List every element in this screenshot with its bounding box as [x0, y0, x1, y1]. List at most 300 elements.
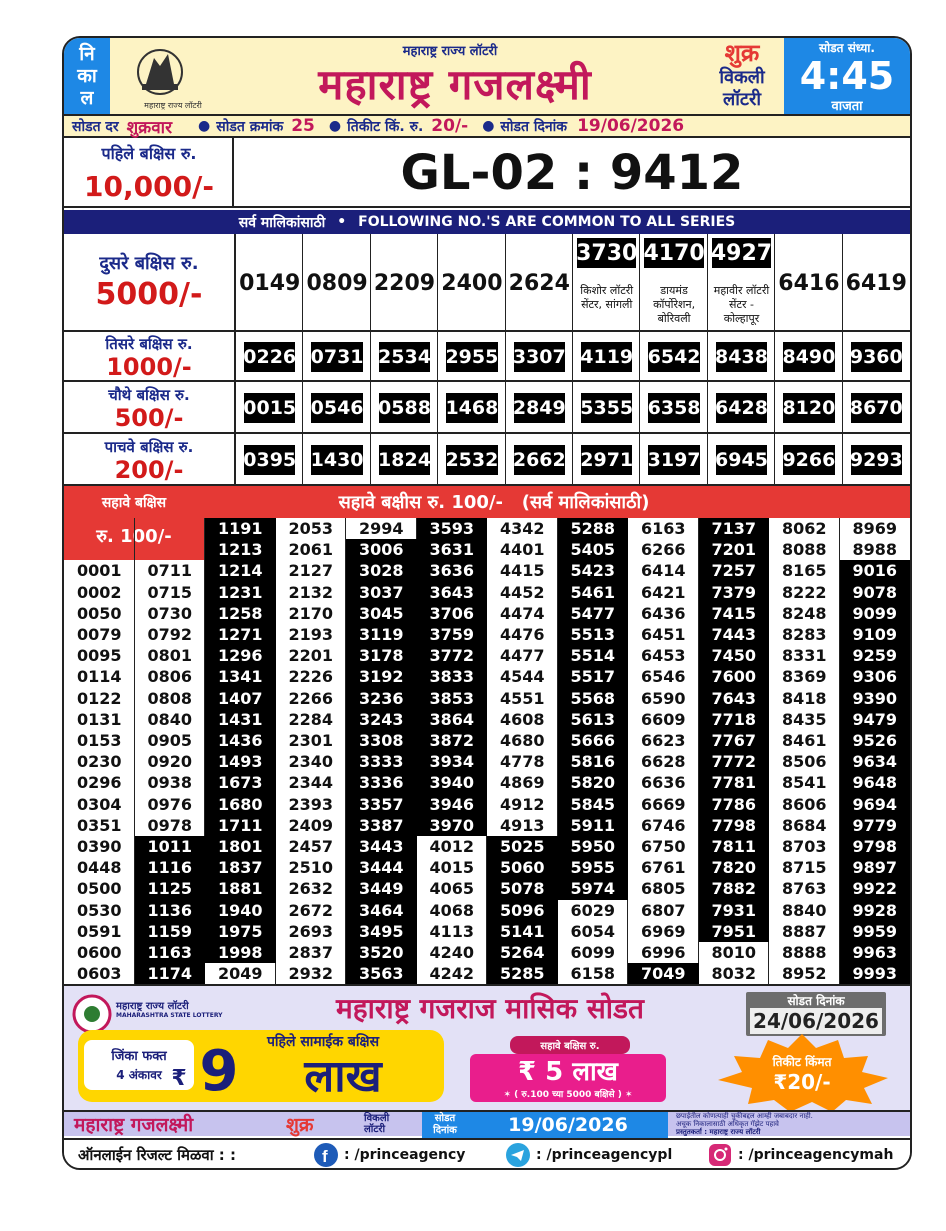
sixth-prize-number: 6158: [570, 964, 616, 984]
sixth-prize-number: 7643: [699, 688, 770, 709]
sixth-prize-number: 0095: [76, 646, 122, 666]
sixth-prize-number: 2510: [288, 858, 334, 878]
prize-number-cell: [303, 234, 370, 332]
sixth-prize-number: 2409: [288, 815, 334, 835]
prize-number: 0546: [311, 393, 362, 423]
instagram-icon[interactable]: [708, 1143, 732, 1167]
seller-name: महावीर लॉटरी सेंटर - कोल्हापूर: [713, 284, 770, 325]
sixth-prize-number: 6750: [640, 837, 686, 857]
sixth-prize-number: 0079: [76, 625, 122, 645]
sixth-prize-number: 8283: [781, 625, 827, 645]
prize-number: 2534: [379, 342, 430, 372]
sixth-prize-number: 6266: [640, 540, 686, 560]
sixth-prize-number: 8506: [781, 752, 827, 772]
sixth-prize-number: 3946: [417, 794, 488, 815]
sixth-prize-number: 3593: [417, 518, 488, 539]
weekly-label: विकली: [719, 67, 765, 88]
prize-number-cell: [303, 332, 370, 382]
sixth-prize-number: 9016: [840, 560, 911, 581]
prize-number: 2209: [373, 270, 436, 296]
time-suffix: वाजता: [831, 98, 863, 114]
prize-number: 6419: [845, 270, 907, 296]
sixth-prize-number: 0715: [147, 582, 193, 602]
sixth-prize-number: 9897: [840, 857, 911, 878]
sixth-prize-number: 7450: [699, 645, 770, 666]
prize-number-cell: [775, 434, 842, 486]
date-label: सोडत दिनांक: [500, 118, 568, 135]
fifth-prize-row: [64, 434, 910, 486]
sixth-prize-number: 6969: [640, 921, 686, 941]
prize-label: दुसरे बक्षिस रु.: [99, 253, 199, 274]
sixth-prize-number: 5613: [558, 709, 629, 730]
prize-range: ✶ ( रु.100 च्या 5000 बक्षिसे ) ✶: [503, 1089, 633, 1100]
nikal-char: का: [77, 65, 97, 87]
sixth-prize-number: 4113: [429, 921, 475, 941]
sixth-prize-number: 7951: [699, 921, 770, 942]
sixth-prize-number: 1975: [205, 921, 276, 942]
prize-number-cell: [775, 234, 842, 332]
sixth-prize-number: 0530: [76, 900, 122, 920]
sixth-prize-number: 5666: [558, 730, 629, 751]
sixth-prize-number: 5955: [558, 857, 629, 878]
lakh-word: लाख: [304, 1051, 382, 1102]
sixth-prize-number: 8888: [781, 943, 827, 963]
sixth-prize-number: 7882: [699, 878, 770, 899]
sixth-prize-number: 0390: [76, 837, 122, 857]
prize-number: 9360: [851, 342, 902, 372]
sixth-prize-number: 1231: [205, 582, 276, 603]
sixth-prize-number: 2301: [288, 731, 334, 751]
second-prize-row: [64, 234, 910, 332]
sixth-prize-number: 8248: [781, 603, 827, 623]
prize-number-cell: [371, 332, 438, 382]
sixth-prize-number: 2284: [288, 709, 334, 729]
facebook-link[interactable]: : /princeagency: [344, 1147, 466, 1163]
sixth-prize-number: 8969: [852, 519, 898, 539]
sixth-prize-number: 5141: [487, 921, 558, 942]
time-label: सोडत संध्या.: [819, 40, 875, 55]
sixth-prize-number: 1271: [205, 624, 276, 645]
prize-number-cell: [438, 234, 505, 332]
sixth-prize-number: 9634: [840, 751, 911, 772]
sixth-prize-number: 6746: [640, 815, 686, 835]
sixth-prize-number: 3864: [417, 709, 488, 730]
sixth-prize-number: 0711: [147, 561, 193, 581]
prize-number-cell: [640, 332, 707, 382]
sixth-prize-number: 8684: [781, 815, 827, 835]
sixth-prize-number: 3563: [346, 963, 417, 984]
sixth-prize-number: 8418: [781, 688, 827, 708]
sixth-prize-number: 8010: [711, 943, 757, 963]
sixth-prize-number: 8541: [781, 773, 827, 793]
sixth-prize-number: 4342: [499, 519, 545, 539]
sixth-prize-number: 9648: [840, 772, 911, 793]
sixth-prize-number: 8032: [711, 964, 757, 984]
sixth-prize-number: 5816: [558, 751, 629, 772]
sixth-prize-number: 4778: [499, 752, 545, 772]
sixth-prize-number: 2049: [217, 964, 263, 984]
prize-number-cell: [843, 234, 910, 332]
gajraj-date: 24/06/2026: [750, 1008, 882, 1034]
sixth-prize-number: 9694: [840, 794, 911, 815]
sixth-prize-number: 5513: [558, 624, 629, 645]
prize-number: 3730: [577, 238, 636, 268]
prize-number-cell: [506, 382, 573, 434]
common-banner-left: सर्व मालिकांसाठी: [238, 214, 326, 231]
prize-number: 4119: [581, 342, 632, 372]
sixth-prize-column: [840, 518, 911, 984]
draw-time-box: [784, 38, 910, 114]
sixth-prize-number: 3443: [346, 836, 417, 857]
sixth-prize-number: 5477: [558, 603, 629, 624]
sixth-prize-number: 1436: [205, 730, 276, 751]
sixth-prize-column: [64, 518, 135, 984]
prize-number: 5355: [581, 393, 632, 423]
sixth-prize-number: 6421: [640, 582, 686, 602]
sixth-prize-number: 1174: [135, 963, 206, 984]
prize-number: 0809: [306, 270, 368, 296]
sixth-prize-number: 2127: [288, 561, 334, 581]
sixth-prize-number: 4474: [499, 603, 545, 623]
sixth-prize-number: 4452: [499, 582, 545, 602]
footer-draw-2: दिनांक: [433, 1125, 457, 1136]
prize-number-cell: [843, 434, 910, 486]
sixth-prize-number: 3940: [417, 772, 488, 793]
prize-number: 3307: [514, 342, 565, 372]
sixth-prize-number: 0448: [76, 858, 122, 878]
sixth-prize-number: 7767: [699, 730, 770, 751]
sixth-prize-number: 0603: [76, 964, 122, 984]
sixth-prize-number: 9779: [840, 815, 911, 836]
prize-number: 3197: [648, 445, 699, 475]
sixth-prize-number: 1213: [205, 539, 276, 560]
sixth-prize-number: 1673: [205, 772, 276, 793]
prize-number: 2955: [446, 342, 497, 372]
draw-day: शुक्रवार: [126, 117, 173, 138]
sixth-prize-number: 1214: [205, 560, 276, 581]
first-prize-label: पहिले बक्षिस रु.: [101, 144, 197, 163]
sixth-prize-number: 1136: [135, 900, 206, 921]
gajraj-org-en: MAHARASHTRA STATE LOTTERY: [116, 1012, 223, 1019]
prize-label-cell: [64, 234, 236, 332]
prize-number: 0226: [244, 342, 295, 372]
sixth-prize-number: 8703: [781, 837, 827, 857]
prize-number: 6428: [716, 393, 767, 423]
sixth-prize-number: 6029: [570, 900, 616, 920]
sixth-prize-number: 0002: [76, 582, 122, 602]
sixth-prize-number: 1431: [205, 709, 276, 730]
sixth-prize-number: 6546: [640, 667, 686, 687]
gajraj-sixth-label: सहावे बक्षिस रु.: [510, 1036, 630, 1054]
sixth-prize-number: 2053: [288, 519, 334, 539]
gajraj-date-box: [746, 992, 886, 1036]
sixth-prize-number: 6807: [640, 900, 686, 920]
prize-number-cell: [843, 332, 910, 382]
sixth-prize-number: 3872: [417, 730, 488, 751]
sixth-prize-number: 5285: [487, 963, 558, 984]
sixth-prize-number: 7201: [699, 539, 770, 560]
sixth-prize-number: 1011: [135, 836, 206, 857]
sixth-prize-number: 2266: [288, 688, 334, 708]
sixth-prize-number: 5423: [558, 560, 629, 581]
sixth-prize-number: 8369: [781, 667, 827, 687]
sixth-prize-number: 5264: [487, 942, 558, 963]
sixth-prize-number: 7820: [699, 857, 770, 878]
prize-number-cell: [843, 382, 910, 434]
sixth-prize-number: 6623: [640, 731, 686, 751]
sixth-prize-number: 1125: [135, 878, 206, 899]
fourth-prize-row: [64, 382, 910, 434]
sixth-prize-number: 8887: [781, 921, 827, 941]
sixth-prize-number: 1159: [135, 921, 206, 942]
sixth-prize-number: 6805: [640, 879, 686, 899]
sixth-prize-number: 5288: [558, 518, 629, 539]
sixth-prize-number: 6453: [640, 646, 686, 666]
footer-draw-1: सोडत: [434, 1113, 456, 1124]
sixth-prize-number: 9306: [840, 666, 911, 687]
sixth-prize-number: 7379: [699, 582, 770, 603]
sixth-prize-number: 8952: [781, 964, 827, 984]
prize-number-cell: [438, 382, 505, 434]
sixth-prize-number: 8165: [781, 561, 827, 581]
telegram-icon[interactable]: [506, 1143, 530, 1167]
sixth-prize-number: 0296: [76, 773, 122, 793]
sixth-prize-number: 5845: [558, 794, 629, 815]
prize-number: 2849: [514, 393, 565, 423]
sixth-prize-number: 1258: [205, 603, 276, 624]
sixth-prize-number: 0001: [76, 561, 122, 581]
sixth-prize-number: 5517: [558, 666, 629, 687]
prize-number: 2400: [441, 270, 503, 296]
sixth-prize-number: 6436: [640, 603, 686, 623]
sixth-prize-number: 9099: [840, 603, 911, 624]
sixth-prize-number: 4869: [499, 773, 545, 793]
footer-weekly-1: विकली: [364, 1113, 390, 1124]
common-banner-right: FOLLOWING NO.'S ARE COMMON TO ALL SERIES: [358, 214, 736, 230]
sixth-prize-number: 9798: [840, 836, 911, 857]
sixth-prize-number: 3119: [346, 624, 417, 645]
lottery-title: महाराष्ट्र गजलक्ष्मी: [318, 59, 592, 109]
sixth-prize-number: 2170: [288, 603, 334, 623]
sixth-prize-number: 3243: [346, 709, 417, 730]
sixth-prize-number: 9993: [840, 963, 911, 984]
gajraj-banner: [64, 984, 910, 1110]
sixth-prize-number: 3308: [346, 730, 417, 751]
sixth-prize-number: 5096: [487, 900, 558, 921]
sixth-prize-number: 4551: [499, 688, 545, 708]
sixth-prize-number: 9109: [840, 624, 911, 645]
gajraj-title: महाराष्ट्र गजराज मासिक सोडत: [336, 992, 644, 1025]
footer-date: 19/06/2026: [468, 1112, 668, 1138]
instagram-link[interactable]: : /princeagencymah: [738, 1147, 894, 1163]
nikal-char: ल: [80, 87, 94, 109]
prize-number-cell: [573, 332, 640, 382]
sixth-prize-number: 4608: [499, 709, 545, 729]
sixth-prize-number: 5078: [487, 878, 558, 899]
sixth-prize-number: 3192: [346, 666, 417, 687]
info-bar: सोडत दर शुक्रवार ● सोडत क्रमांक 25 ● तिकीट किं. रु. 20/- ● सोडत दिनांक 19/06/2026: [64, 114, 910, 138]
prize-number-cell: [640, 234, 707, 332]
prize-number-cell: [775, 332, 842, 382]
prize-number: 9293: [851, 445, 902, 475]
prize-number-cell: [506, 434, 573, 486]
sixth-prize-column: [769, 518, 840, 984]
svg-text:f: f: [322, 1147, 328, 1166]
sixth-prize-number: 0978: [147, 815, 193, 835]
prize-amount: 500/-: [114, 404, 184, 432]
prize-number: 4927: [712, 238, 771, 268]
draw-day-label: सोडत दर: [72, 118, 119, 135]
sixth-prize-number: 3631: [417, 539, 488, 560]
sixth-prize-number: 0114: [76, 667, 122, 687]
sixth-prize-number: 7718: [699, 709, 770, 730]
sixth-prize-number: 2061: [288, 540, 334, 560]
telegram-link[interactable]: : /princeagencypl: [536, 1147, 673, 1163]
sixth-prize-number: 4477: [499, 646, 545, 666]
gajraj-org: महाराष्ट्र राज्य लॉटरी: [116, 1001, 189, 1012]
prize-number-cell: [708, 234, 775, 332]
sixth-prize-number: 6609: [640, 709, 686, 729]
sixth-prize-number: 1881: [205, 878, 276, 899]
prize-number: 8670: [851, 393, 902, 423]
sixth-prize-number: 6669: [640, 794, 686, 814]
sixth-prize-number: 4068: [429, 900, 475, 920]
sixth-prize-number: 3333: [346, 751, 417, 772]
day-word: शुक्र: [724, 38, 760, 67]
sixth-prize-number: 1680: [205, 794, 276, 815]
prize-number-cell: [303, 382, 370, 434]
sixth-prize-number: 3520: [346, 942, 417, 963]
sixth-prize-number: 3387: [346, 815, 417, 836]
sixth-prize-number: 5461: [558, 582, 629, 603]
sixth-prize-number: 9922: [840, 878, 911, 899]
prize-number: 0588: [379, 393, 430, 423]
prize-number: 6945: [716, 445, 767, 475]
sixth-prize-number: 4065: [429, 879, 475, 899]
seller-name: डायमंड कॉर्पोरेशन, बोरिवली: [653, 284, 696, 325]
sixth-common-prize: [470, 1036, 666, 1102]
prize-number-cell: [438, 434, 505, 486]
prize-number-cell: [708, 382, 775, 434]
gajraj-ticket-price: ₹20/-: [773, 1070, 831, 1094]
sixth-prize-number: 2340: [288, 752, 334, 772]
online-results-bar: [64, 1138, 910, 1168]
sixth-prize-column: [487, 518, 558, 984]
state-lottery-badge-icon: [72, 994, 112, 1034]
sixth-prize-number: 5568: [558, 688, 629, 709]
sixth-prize-number: 2193: [288, 625, 334, 645]
prize-amount: 5000/-: [95, 277, 203, 312]
sixth-prize-column: [346, 518, 417, 984]
state-lottery-logo-icon: [124, 44, 196, 108]
draw-time: 4:45: [799, 53, 895, 98]
sixth-prize-number: 1296: [205, 645, 276, 666]
sixth-prize-number: 5974: [558, 878, 629, 899]
footer-weekly-2: लॉटरी: [364, 1124, 386, 1135]
sixth-prize-number: 6590: [640, 688, 686, 708]
sixth-prize-number: 7257: [699, 560, 770, 581]
sixth-prize-number: 7786: [699, 794, 770, 815]
sixth-prize-number: 3236: [346, 688, 417, 709]
sixth-prize-banner: सहावे बक्षीस रु. 100/- (सर्व मालिकांसाठी): [338, 492, 650, 513]
prize-number: 1468: [446, 393, 497, 423]
sixth-prize-number: 8088: [781, 540, 827, 560]
sixth-prize-number: 0600: [76, 943, 122, 963]
sixth-prize-number: 2672: [288, 900, 334, 920]
sixth-prize-number: 8062: [781, 519, 827, 539]
sixth-prize-number: 1116: [135, 857, 206, 878]
sixth-prize-number: 0050: [76, 603, 122, 623]
lottery-label: लॉटरी: [723, 89, 761, 110]
sixth-prize-number: 6451: [640, 625, 686, 645]
sixth-prize-number: 0730: [147, 603, 193, 623]
facebook-icon[interactable]: [314, 1143, 338, 1167]
sixth-prize-number: 8435: [781, 709, 827, 729]
sixth-prize-number: 6414: [640, 561, 686, 581]
sixth-prize-number: 8461: [781, 731, 827, 751]
org-name: महाराष्ट्र राज्य लॉटरी: [402, 44, 498, 59]
gajraj-date-label: सोडत दिनांक: [787, 993, 845, 1008]
sixth-prize-number: 2932: [288, 964, 334, 984]
sixth-prize-number: 2226: [288, 667, 334, 687]
first-common-label: पहिले सामाईक बक्षिस: [266, 1033, 380, 1050]
sixth-prize-number: 3934: [417, 751, 488, 772]
sixth-prize-number: 1493: [205, 751, 276, 772]
sixth-prize-number: 3028: [346, 560, 417, 581]
prize-number-cell: [640, 434, 707, 486]
sixth-prize-number: 0304: [76, 794, 122, 814]
sixth-prize-number: 1407: [205, 688, 276, 709]
sixth-prize-number: 5405: [558, 539, 629, 560]
sixth-prize-number: 2132: [288, 582, 334, 602]
sixth-prize-number: 0806: [147, 667, 193, 687]
sixth-prize-number: 8715: [781, 858, 827, 878]
sixth-prize-number: 1191: [205, 518, 276, 539]
sixth-prize-number: 0153: [76, 731, 122, 751]
sixth-prize-column: [699, 518, 770, 984]
sixth-prize-number: 3336: [346, 772, 417, 793]
sixth-prize-number: 3772: [417, 645, 488, 666]
prize-number: 0149: [239, 270, 301, 296]
sixth-prize-number: 2994: [358, 519, 404, 539]
nikal-badge: [64, 38, 110, 114]
header-banner: [110, 38, 784, 114]
sixth-prize-number: 0905: [147, 731, 193, 751]
sixth-prize-number: 3449: [346, 878, 417, 899]
prize-number: 0015: [244, 393, 295, 423]
sixth-prize-number: 3853: [417, 688, 488, 709]
prize-number-cell: [573, 434, 640, 486]
sixth-prize-number: 9259: [840, 645, 911, 666]
prize-number: 8120: [783, 393, 834, 423]
sixth-prize-number: 6628: [640, 752, 686, 772]
sixth-prize-number: 0792: [147, 625, 193, 645]
sixth-prize-number: 3357: [346, 794, 417, 815]
sixth-prize-number: 4680: [499, 731, 545, 751]
sixth-prize-number: 5514: [558, 645, 629, 666]
sixth-prize-number: 3706: [417, 603, 488, 624]
sixth-prize-number: 7798: [699, 815, 770, 836]
sixth-prize-number: 4913: [499, 815, 545, 835]
prize-number: 6358: [648, 393, 699, 423]
sixth-prize-number: 5911: [558, 815, 629, 836]
prize-number-cell: [236, 234, 303, 332]
sixth-prize-column: [628, 518, 699, 984]
sixth-prize-number: 4240: [429, 943, 475, 963]
sixth-prize-number: 4912: [499, 794, 545, 814]
sixth-prize-number: 4476: [499, 625, 545, 645]
sixth-prize-number: 4544: [499, 667, 545, 687]
